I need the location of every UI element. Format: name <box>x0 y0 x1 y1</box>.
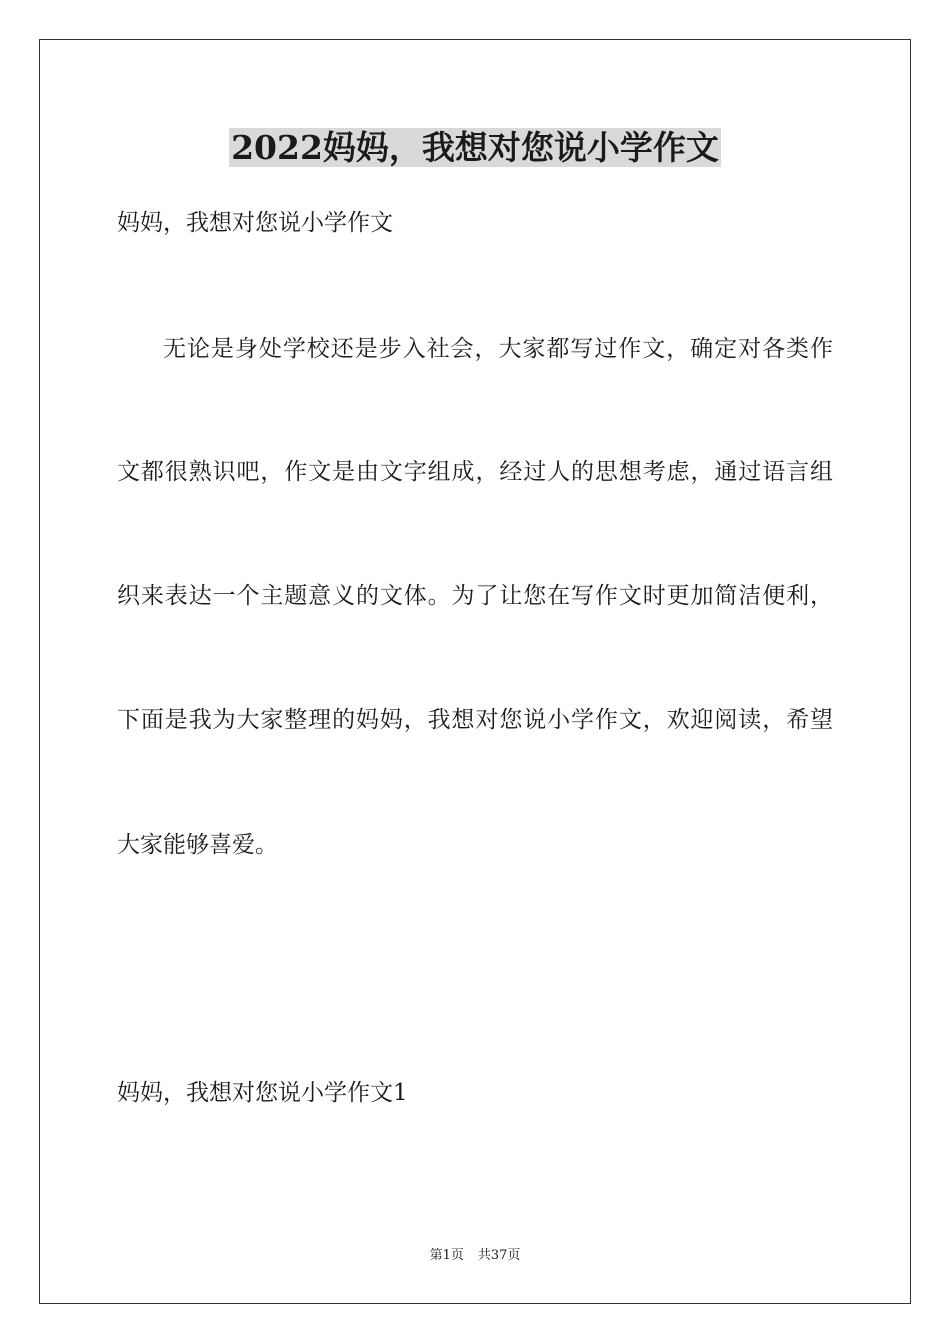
page-number: 第1页 <box>429 1248 464 1263</box>
section-heading: 妈妈，我想对您说小学作文1 <box>117 1080 408 1106</box>
document-title <box>0 126 950 170</box>
page-total: 共37页 <box>477 1248 521 1263</box>
document-subtitle: 妈妈，我想对您说小学作文 <box>117 210 393 236</box>
paragraph-line-5: 大家能够喜爱。 <box>117 832 278 858</box>
paragraph-line-2: 文都很熟识吧，作文是由文字组成，经过人的思想考虑，通过语言组 <box>117 459 833 485</box>
paragraph-line-4: 下面是我为大家整理的妈妈，我想对您说小学作文，欢迎阅读，希望 <box>117 707 833 733</box>
page-footer <box>0 1247 950 1265</box>
paragraph-line-3: 织来表达一个主题意义的文体。为了让您在写作文时更加简洁便利， <box>117 583 833 609</box>
paragraph-line-1: 无论是身处学校还是步入社会，大家都写过作文，确定对各类作 <box>163 336 833 362</box>
document-title-text: 2022妈妈，我想对您说小学作文 <box>231 128 719 167</box>
